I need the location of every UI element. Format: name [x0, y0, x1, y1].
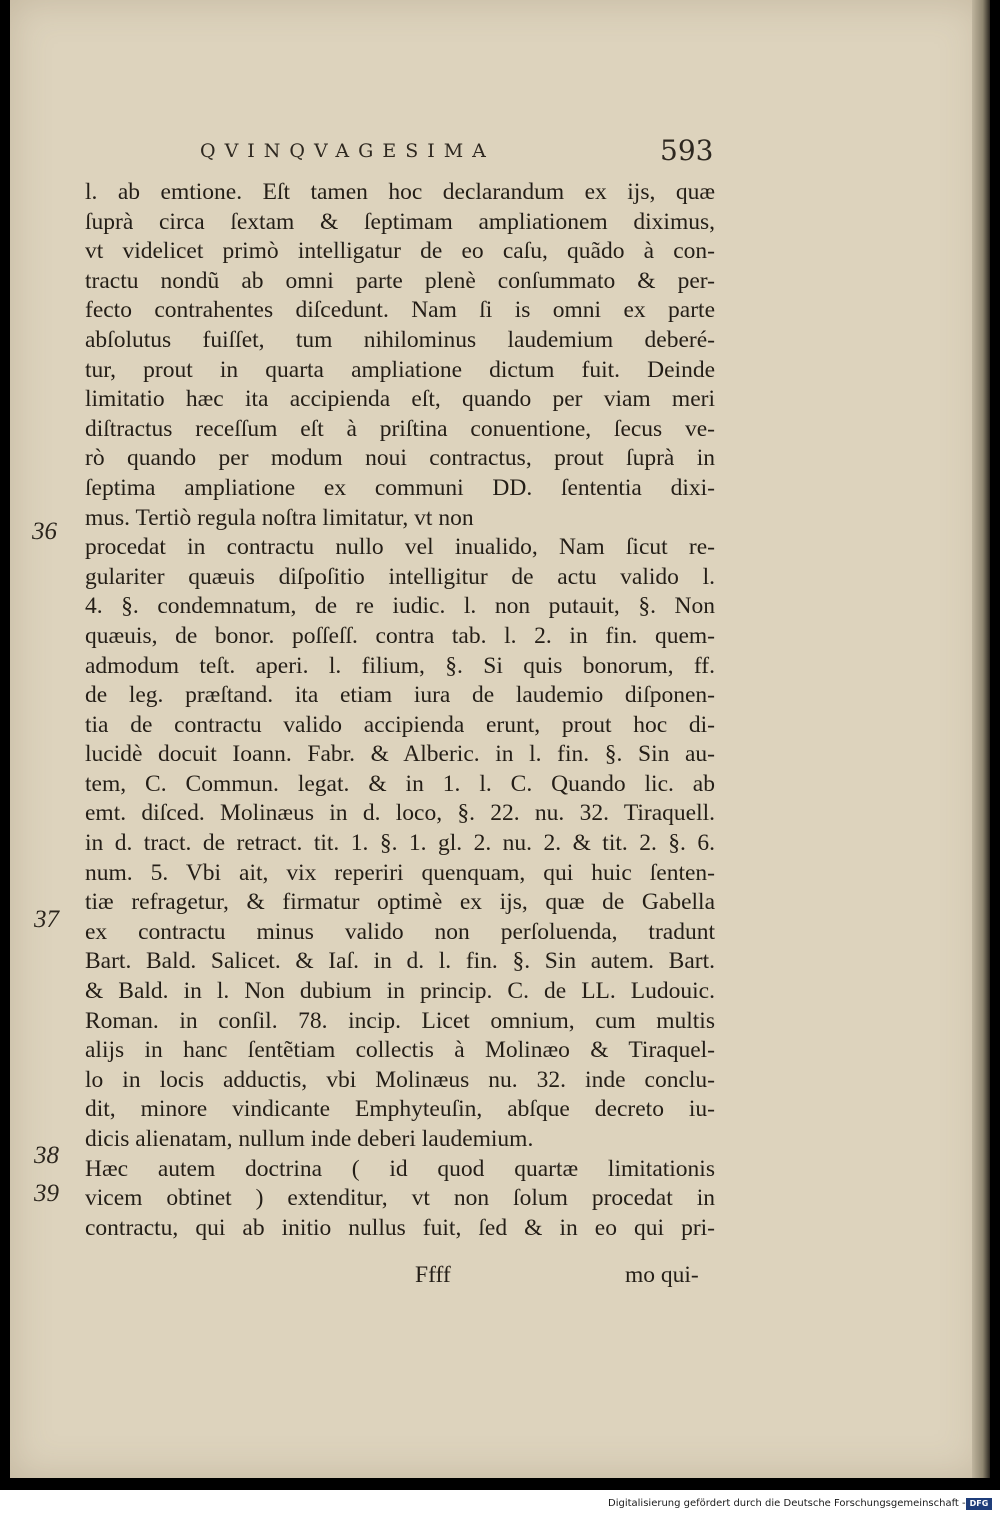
page-number: 593 — [660, 134, 714, 167]
page-edge — [972, 0, 990, 1478]
text-line: lo in locis adductis, vbi Molinæus nu. 32. inde conclu- — [85, 1066, 715, 1093]
running-head: QVINQVAGESIMA — [200, 140, 495, 162]
text-line: de leg. præſtand. ita etiam iura de laudemio diſponen- — [85, 682, 715, 709]
text-line: mus. Tertiò regula noſtra limitatur, vt non — [85, 504, 474, 531]
text-line: dit, minore vindicante Emphyteuſin, abſque decreto iu- — [85, 1096, 715, 1123]
text-line: l. ab emtione. Eſt tamen hoc declarandum ex ijs, quæ — [85, 179, 715, 205]
signature-mark: Ffff — [415, 1262, 451, 1288]
text-line: admodum teſt. aperi. l. filium, §. Si quis bonorum, ff. — [85, 652, 715, 679]
text-line: emt. diſced. Molinæus in d. loco, §. 22. nu. 32. Tiraquell. — [85, 800, 715, 827]
margin-number-38: 38 — [34, 1142, 59, 1169]
text-line: limitatio hæc ita accipienda eſt, quando per viam meri — [85, 386, 715, 413]
text-line: dicis alienatam, nullum inde deberi laudemium. — [85, 1126, 534, 1152]
text-line: tiæ refragetur, & firmatur optimè ex ijs, quæ de Gabella — [85, 889, 715, 916]
text-line: procedat in contractu nullo vel inualido, Nam ſicut re- — [85, 534, 715, 561]
text-line: 4. §. condemnatum, de re iudic. l. non putauit, §. Non — [85, 593, 715, 620]
text-line: num. 5. Vbi ait, vix reperiri quenquam, qui huic ſenten- — [85, 859, 715, 886]
text-line: in d. tract. de retract. tit. 1. §. 1. gl. 2. nu. 2. & tit. 2. §. 6. — [85, 830, 715, 857]
text-line: tractu nondũ ab omni parte plenè conſummato & per- — [85, 267, 715, 294]
text-line: vt videlicet primò intelligatur de eo caſu, quãdo à con- — [85, 238, 715, 265]
margin-number-37: 37 — [34, 906, 59, 933]
text-line: Hæc autem doctrina ( id quod quartæ limitationis — [85, 1155, 715, 1182]
dfg-logo: DFG — [966, 1498, 992, 1510]
text-line: rò quando per modum noui contractus, prout ſuprà in — [85, 445, 715, 472]
catchword: mo qui- — [625, 1262, 699, 1288]
text-line: ſeptima ampliatione ex communi DD. ſententia dixi- — [85, 474, 715, 501]
text-line: Bart. Bald. Salicet. & Iaſ. in d. l. fin. §. Sin autem. Bart. — [85, 948, 715, 975]
footer-credit: Digitalisierung gefördert durch die Deutsche Forschungsgemeinschaft - — [608, 1498, 966, 1509]
text-line: tur, prout in quarta ampliatione dictum fuit. Deinde — [85, 356, 715, 383]
text-line: ex contractu minus valido non perſoluenda, tradunt — [85, 918, 715, 945]
text-line: contractu, qui ab initio nullus fuit, ſed & in eo qui pri- — [85, 1214, 715, 1241]
margin-number-39: 39 — [34, 1180, 59, 1207]
text-line: lucidè docuit Ioann. Fabr. & Alberic. in l. fin. §. Sin au- — [85, 741, 715, 768]
text-line: tem, C. Commun. legat. & in 1. l. C. Quando lic. ab — [85, 770, 715, 797]
text-line: alijs in hanc ſentẽtiam collectis à Molinæo & Tiraquel- — [85, 1037, 715, 1064]
book-page — [10, 0, 982, 1478]
text-line: vicem obtinet ) extenditur, vt non ſolum procedat in — [85, 1185, 715, 1212]
margin-number-36: 36 — [32, 518, 57, 545]
text-line: diſtractus receſſum eſt à priſtina conuentione, ſecus ve- — [85, 415, 715, 442]
text-line: ſuprà circa ſextam & ſeptimam ampliationem diximus, — [85, 208, 715, 235]
text-line: Roman. in conſil. 78. incip. Licet omnium, cum multis — [85, 1007, 715, 1034]
text-line: gulariter quæuis diſpoſitio intelligitur de actu valido l. — [85, 563, 715, 590]
text-line: & Bald. in l. Non dubium in princip. C. de LL. Ludouic. — [85, 978, 715, 1005]
body-text — [85, 178, 715, 1243]
text-line: abſolutus fuiſſet, tum nihilominus laudemium deberé- — [85, 326, 715, 353]
text-line: fecto contrahentes diſcedunt. Nam ſi is omni ex parte — [85, 297, 715, 324]
text-line: quæuis, de bonor. poſſeſſ. contra tab. l. 2. in fin. quem- — [85, 622, 715, 649]
text-line: tia de contractu valido accipienda erunt, prout hoc di- — [85, 711, 715, 738]
